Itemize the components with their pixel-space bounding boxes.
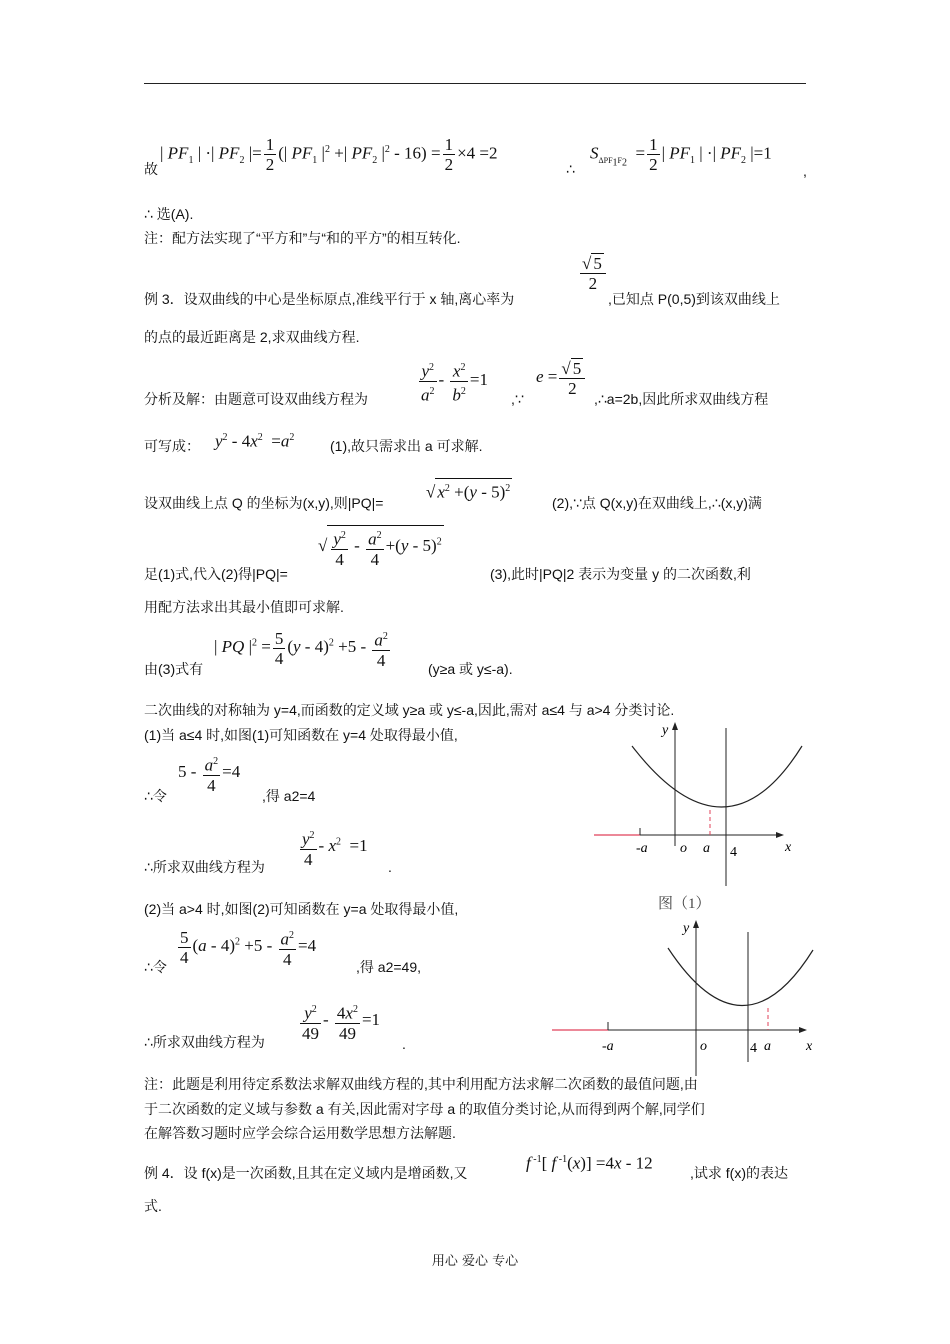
line-22a: 例 4．设 f(x)是一次函数,且其在定义域内是增函数,又 (144, 1165, 468, 1181)
formula-case1-condition: 5 - $\frac{a^2}{4}$ =4 (178, 752, 240, 795)
figure-2 (548, 912, 823, 1077)
line-11b: (y≥a 或 y≤-a). (428, 661, 513, 677)
formula-case2-answer: $\frac{y^2}{49}$ - $\frac{4x^2}{49}$ =1 (298, 1000, 380, 1043)
line-7a: 可写成： (144, 438, 200, 454)
line-4b: ,已知点 P(0,5)到该双曲线上 (608, 291, 780, 307)
header-rule (144, 83, 806, 84)
line-23: 式. (144, 1198, 162, 1214)
fig2-a-label: a (764, 1039, 771, 1054)
formula-triangle-area: $S_{\Delta PF_1F_2}$ = $\frac{1}{2}$ | $PF_1$ | ·| $PF_2$ |=1 (590, 135, 772, 174)
fig2-four-label: 4 (750, 1041, 757, 1056)
fig1-origin-label: o (680, 841, 687, 856)
line-21: 在解答数习题时应学会综合运用数学思想方法解题. (144, 1125, 456, 1141)
line-6a: 分析及解：由题意可设双曲线方程为 (144, 391, 368, 407)
fig2-y-label: y (683, 921, 690, 936)
formula-pq-squared: | PQ $|^2$ = $\frac{5}{4}$ (y - 4)$^2$ +5 - $\frac{a^2}{4}$ (214, 628, 388, 670)
line-8a: 设双曲线上点 Q 的坐标为(x,y),则|PQ|= (144, 495, 384, 511)
fig2-neg-a-label: -a (602, 1039, 614, 1054)
line-13: (1)当 a≤4 时,如图(1)可知函数在 y=4 处取得最小值, (144, 727, 458, 743)
fig2-x-label: x (806, 1039, 813, 1054)
line-22b: ,试求 f(x)的表达 (690, 1165, 788, 1181)
line-3: 注：配方法实现了“平方和”与“和的平方”的相互转化. (144, 230, 461, 246)
formula-case2-condition: $\frac{5}{4}$ (a - 4)$^2$ +5 - $\frac{a^2}{4}$ =4 (180, 927, 317, 969)
line-5: 的点的最近距离是 2,求双曲线方程. (144, 329, 360, 345)
line-17a: ∴令 (144, 959, 167, 975)
formula-eccentricity-value: $\frac{√ 5}{2}$ (578, 253, 608, 293)
line-16: (2)当 a>4 时,如图(2)可知函数在 y=a 处取得最小值, (144, 901, 459, 917)
formula-e: e = $\frac{√ 5}{2}$ (536, 358, 587, 398)
formula-eq1: $y^2 - 4x^2 =a^2$ (215, 431, 295, 451)
formula-case1-answer: $\frac{y^2}{4}$ - $x^2 =1$ (298, 826, 368, 869)
fig1-caption: 图（1） (658, 896, 711, 912)
fig1-four-label: 4 (730, 845, 737, 860)
figure-1 (590, 718, 820, 918)
line-1-therefore: ∴ (566, 161, 575, 177)
fig1-y-label: y (662, 723, 669, 738)
line-11a: 由(3)式有 (144, 661, 204, 677)
line-9b: (3),此时|PQ|2 表示为变量 y 的二次函数,利 (490, 566, 751, 582)
fig1-x-label: x (785, 840, 792, 855)
fig2-origin-label: o (700, 1039, 707, 1054)
line-14a: ∴令 (144, 788, 167, 804)
fig1-neg-a-label: -a (636, 841, 648, 856)
formula-pq-distance: √ $x^2 +(y - 5)^2$ (426, 478, 512, 503)
line-2: ∴ 选(A). (144, 206, 194, 222)
line-20: 于二次函数的定义域与参数 a 有关,因此需对字母 a 的取值分类讨论,从而得到两个解,同学们 (144, 1101, 705, 1117)
line-1-gu: 故 (144, 161, 158, 177)
line-19: 注：此题是利用待定系数法求解双曲线方程的,其中利用配方法求解二次函数的最值问题,由 (144, 1076, 698, 1092)
line-6b: ,∵ (511, 391, 524, 407)
page-footer: 用心 爱心 专心 (431, 1254, 519, 1269)
formula-hyperbola-general: $\frac{y^2}{a^2}$ - $\frac{x^2}{b^2}$ =1 (417, 358, 488, 404)
line-8b: (2),∵点 Q(x,y)在双曲线上,∴(x,y)满 (552, 495, 762, 511)
line-15b: . (388, 859, 392, 875)
line-18a: ∴所求双曲线方程为 (144, 1034, 265, 1050)
line-7b: (1),故只需求出 a 可求解. (330, 438, 483, 454)
line-12: 二次曲线的对称轴为 y=4,而函数的定义域 y≥a 或 y≤-a,因此,需对 a≤4 与 a>4 分类讨论. (144, 702, 675, 718)
line-9a: 足(1)式,代入(2)得|PQ|= (144, 566, 288, 582)
line-14b: ,得 a2=4 (262, 788, 316, 804)
formula-pq-substituted: √ $\frac{y^2}{4}$ - $\frac{a^2}{4}$ +(y - 5)$^2$ (318, 525, 444, 569)
line-6c: ,∴a=2b,因此所求双曲线方程 (594, 391, 769, 407)
line-10: 用配方法求出其最小值即可求解. (144, 599, 344, 615)
line-17b: ,得 a2=49, (356, 959, 421, 975)
line-1-comma: , (803, 163, 807, 179)
formula-pf-product: | $PF_1$ | ·| $PF_2$ |= $\frac{1}{2}$ (| $PF_1$ $|^2$ +| $PF_2$ $|^2 - 16$) = $\frac{1}{2}$ ×4 =2 (160, 135, 498, 174)
line-15a: ∴所求双曲线方程为 (144, 859, 265, 875)
line-4a: 例 3．设双曲线的中心是坐标原点,准线平行于 x 轴,离心率为 (144, 291, 515, 307)
fig1-a-label: a (703, 841, 710, 856)
line-18b: . (402, 1036, 406, 1052)
formula-f-inverse: f $^{-1}$[ f $^{-1}$(x)] =4x - 12 (526, 1153, 653, 1173)
